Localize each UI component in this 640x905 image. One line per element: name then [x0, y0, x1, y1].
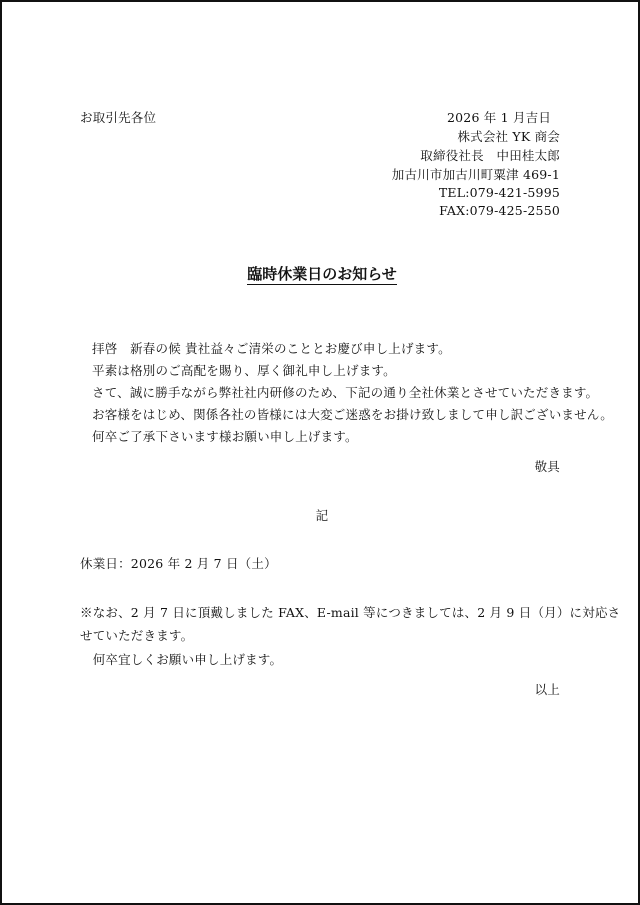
holiday-date: 休業日：2026 年 2 月 7 日（土）	[80, 556, 277, 571]
fax: FAX:079-425-2550	[439, 203, 560, 218]
closing-keigu: 敬具	[534, 459, 560, 474]
tel: TEL:079-421-5995	[438, 185, 560, 200]
address: 加古川市加古川町粟津 469-1	[391, 167, 560, 182]
body-line-5: 何卒ご了承下さいます様お願い申し上げます。	[92, 429, 358, 444]
body-line-1: 拝啓 新春の候 貴社益々ご清栄のこととお慶び申し上げます。	[92, 341, 451, 356]
record-heading: 記	[315, 508, 329, 523]
recipient: お取引先各位	[80, 110, 157, 125]
representative: 取締役社長 中田桂太郎	[420, 148, 560, 163]
document-title-text: 臨時休業日のお知らせ	[247, 265, 397, 283]
note-line-1: ※なお、2 月 7 日に頂戴しました FAX、E-mail 等につきましては、2 月 9 日（月）に対応さ	[80, 605, 621, 620]
note-line-3: 何卒宜しくお願い申し上げます。	[80, 652, 283, 667]
body-line-2: 平素は格別のご高配を賜り、厚く御礼申し上げます。	[92, 363, 396, 378]
body-line-3: さて、誠に勝手ながら弊社社内研修のため、下記の通り全社休業とさせていただきます。	[92, 385, 599, 400]
company-name: 株式会社 YK 商会	[457, 129, 560, 144]
closing-ijou: 以上	[534, 682, 560, 697]
body-line-4: お客様をはじめ、関係各社の皆様には大変ご迷惑をお掛け致しまして申し訳ございません。	[92, 407, 613, 422]
issue-date: 2026 年 1 月吉日	[447, 110, 552, 125]
note-line-2: せていただきます。	[80, 628, 194, 643]
document-title	[2, 264, 640, 284]
